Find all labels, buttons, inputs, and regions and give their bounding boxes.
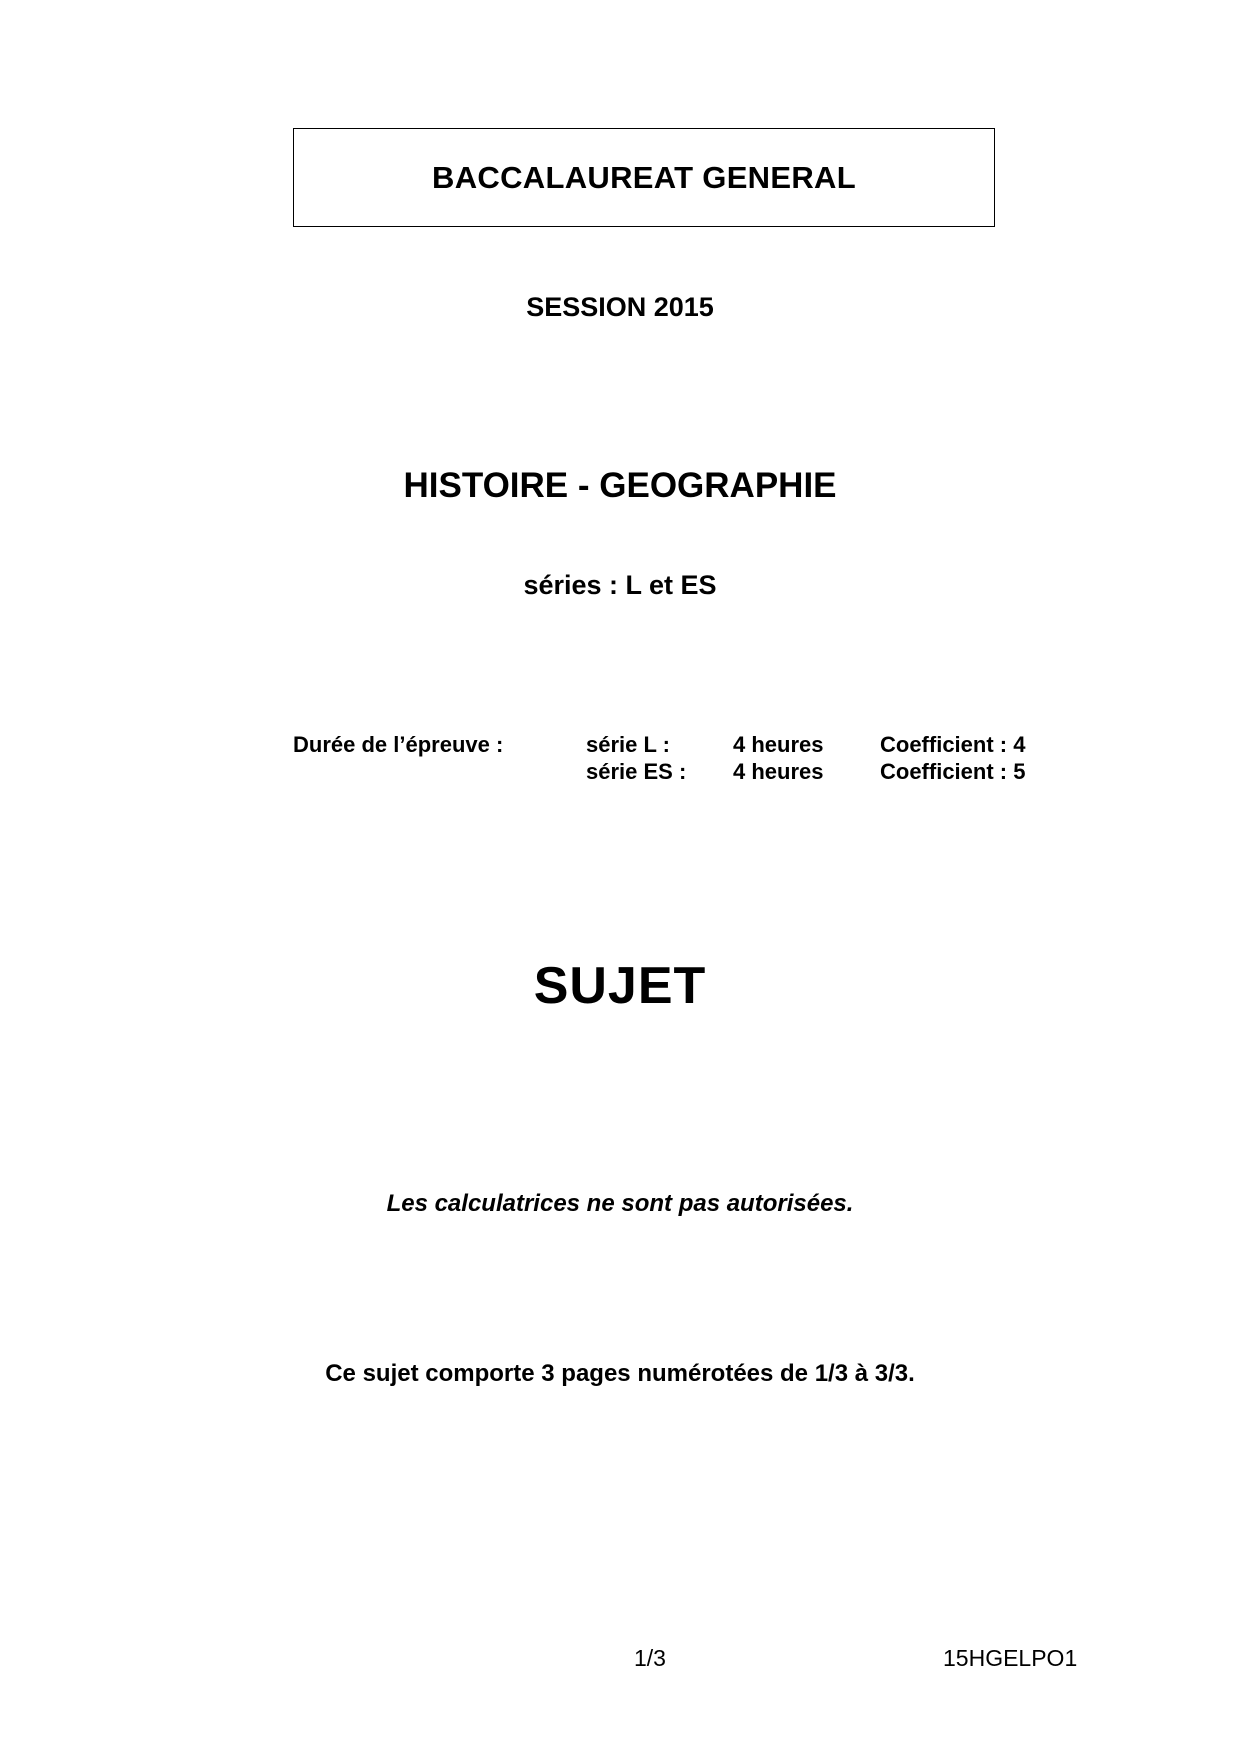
exam-title-box [293,128,995,227]
main-title: SUJET [533,957,707,1015]
subject-title: HISTOIRE - GEOGRAPHIE [403,466,837,505]
duration-hours-l: 4 heures [733,732,824,757]
duration-serie-l: série L : [586,732,670,757]
calculator-notice: Les calculatrices ne sont pas autorisées. [386,1190,854,1217]
coefficient-l: Coefficient : 4 [880,732,1026,757]
duration-hours-es: 4 heures [733,759,824,784]
exam-name: BACCALAUREAT GENERAL [432,159,856,195]
page-number: 1/3 [634,1645,666,1671]
coefficient-es: Coefficient : 5 [880,759,1026,784]
pages-notice: Ce sujet comporte 3 pages numérotées de 1/3 à 3/3. [325,1360,915,1387]
duration-label: Durée de l’épreuve : [293,732,504,757]
duration-serie-es: série ES : [586,759,687,784]
series-label: séries : L et ES [523,570,717,600]
session-label: SESSION 2015 [526,292,714,322]
document-code: 15HGELPO1 [943,1645,1078,1671]
